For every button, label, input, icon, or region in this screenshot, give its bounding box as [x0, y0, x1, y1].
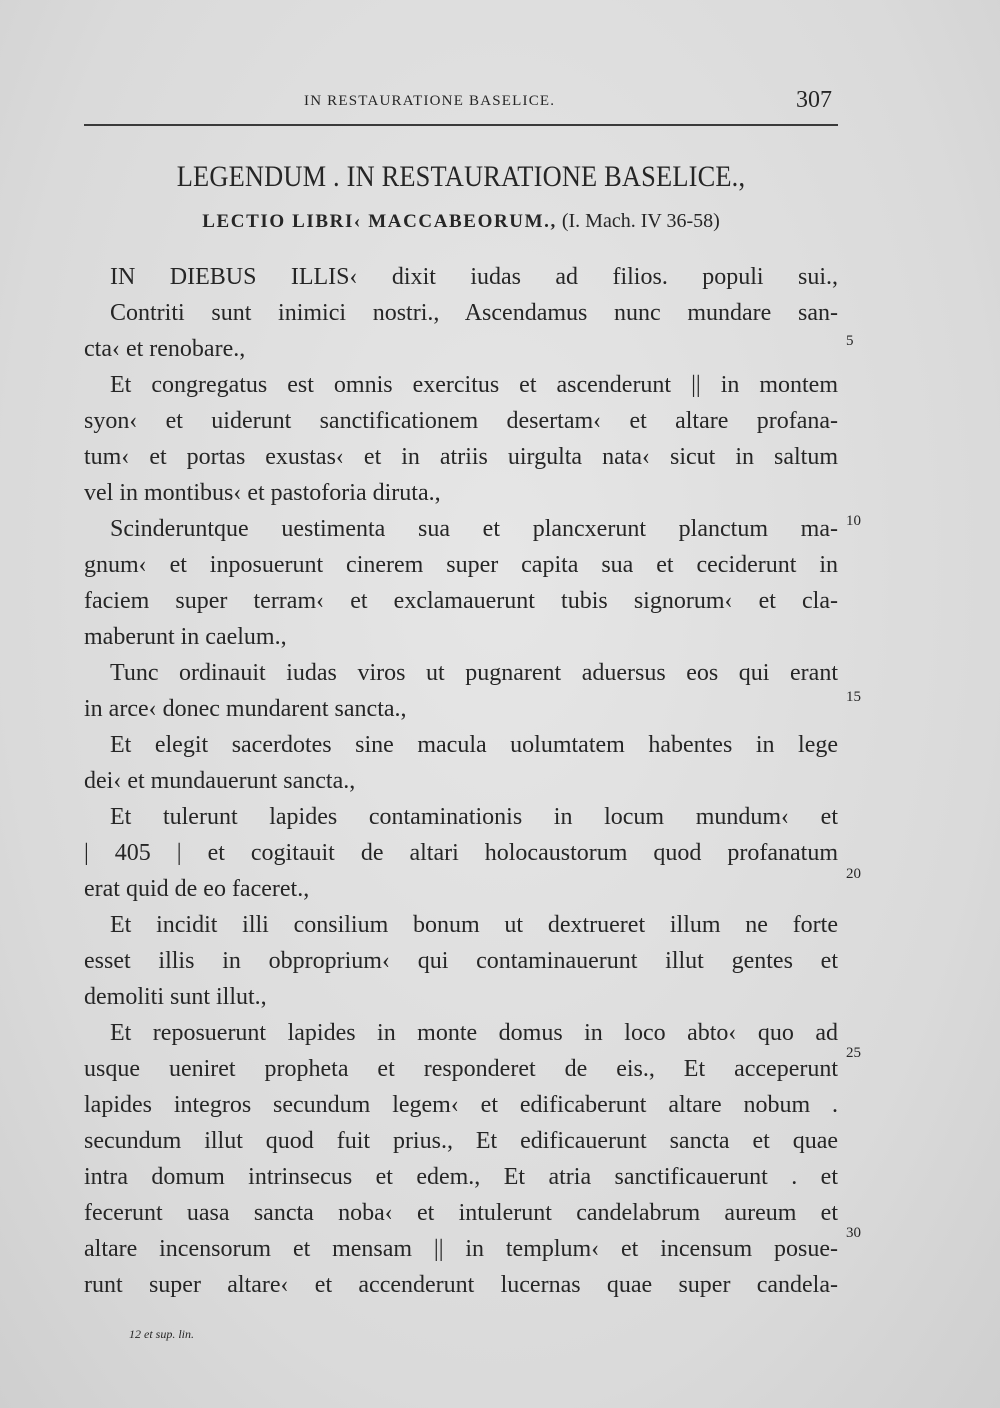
line-number: 20	[846, 866, 861, 882]
text-line: Tunc ordinauit iudas viros ut pugnarent aduersus eos qui erant	[110, 660, 838, 686]
subtitle-reference: (I. Mach. IV 36-58)	[556, 210, 720, 232]
text-line: gnum‹ et inposuerunt cinerem super capita sua et ceciderunt in	[84, 552, 838, 578]
subtitle-caps: LECTIO LIBRI‹ MACCABEORUM.,	[202, 211, 557, 232]
text-line: secundum illut quod fuit prius., Et edificauerunt sancta et quae	[84, 1128, 838, 1154]
line-number: 15	[846, 689, 861, 705]
line-number: 10	[846, 513, 861, 529]
text-line: Et elegit sacerdotes sine macula uolumtatem habentes in lege	[110, 732, 838, 758]
text-line: in arce‹ donec mundarent sancta.,	[84, 696, 407, 722]
text-line: vel in montibus‹ et pastoforia diruta.,	[84, 480, 441, 506]
text-line: dei‹ et mundauerunt sancta.,	[84, 768, 356, 794]
footnote: 12 et sup. lin.	[129, 1327, 194, 1341]
text-line: runt super altare‹ et accenderunt lucernas quae super candela-	[84, 1272, 838, 1298]
page-number: 307	[796, 87, 832, 113]
text-line: lapides integros secundum legem‹ et edificaberunt altare nobum .	[84, 1092, 838, 1118]
text-line: fecerunt uasa sancta noba‹ et intulerunt candelabrum aureum et	[84, 1200, 838, 1226]
text-line: syon‹ et uiderunt sanctificationem desertam‹ et altare profana-	[84, 408, 838, 434]
text-line: Et congregatus est omnis exercitus et ascenderunt || in montem	[110, 372, 838, 398]
text-line: usque ueniret propheta et responderet de eis., Et acceperunt	[84, 1056, 838, 1082]
text-line: esset illis in obproprium‹ qui contaminauerunt illut gentes et	[84, 948, 838, 974]
text-line: IN DIEBUS ILLIS‹ dixit iudas ad filios. populi sui.,	[110, 264, 838, 290]
text-line: maberunt in caelum.,	[84, 624, 287, 650]
text-line: Et incidit illi consilium bonum ut dextrueret illum ne forte	[110, 912, 838, 938]
section-subtitle	[84, 210, 838, 233]
header-rule	[84, 124, 838, 126]
text-line: erat quid de eo faceret.,	[84, 876, 310, 902]
text-line: demoliti sunt illut.,	[84, 984, 267, 1010]
text-line: faciem super terram‹ et exclamauerunt tubis signorum‹ et cla-	[84, 588, 838, 614]
text-line: Et tulerunt lapides contaminationis in locum mundum‹ et	[110, 804, 838, 830]
line-number: 25	[846, 1045, 861, 1061]
text-line: | 405 | et cogitauit de altari holocaustorum quod profanatum	[84, 840, 838, 866]
running-title: IN RESTAURATIONE BASELICE.	[304, 93, 556, 109]
text-line: Scinderuntque uestimenta sua et plancxerunt planctum ma-	[110, 516, 838, 542]
line-number: 30	[846, 1225, 861, 1241]
text-line: intra domum intrinsecus et edem., Et atria sanctificauerunt . et	[84, 1164, 838, 1190]
text-line: tum‹ et portas exustas‹ et in atriis uirgulta nata‹ sicut in saltum	[84, 444, 838, 470]
text-line: altare incensorum et mensam || in templum‹ et incensum posue-	[84, 1236, 838, 1262]
section-title: LEGENDUM . IN RESTAURATIONE BASELICE.,	[176, 160, 746, 193]
running-header	[84, 87, 838, 115]
text-line: Contriti sunt inimici nostri., Ascendamus nunc mundare san-	[110, 300, 838, 326]
text-line: cta‹ et renobare.,	[84, 336, 246, 362]
line-number: 5	[846, 333, 854, 349]
text-line: Et reposuerunt lapides in monte domus in loco abto‹ quo ad	[110, 1020, 838, 1046]
